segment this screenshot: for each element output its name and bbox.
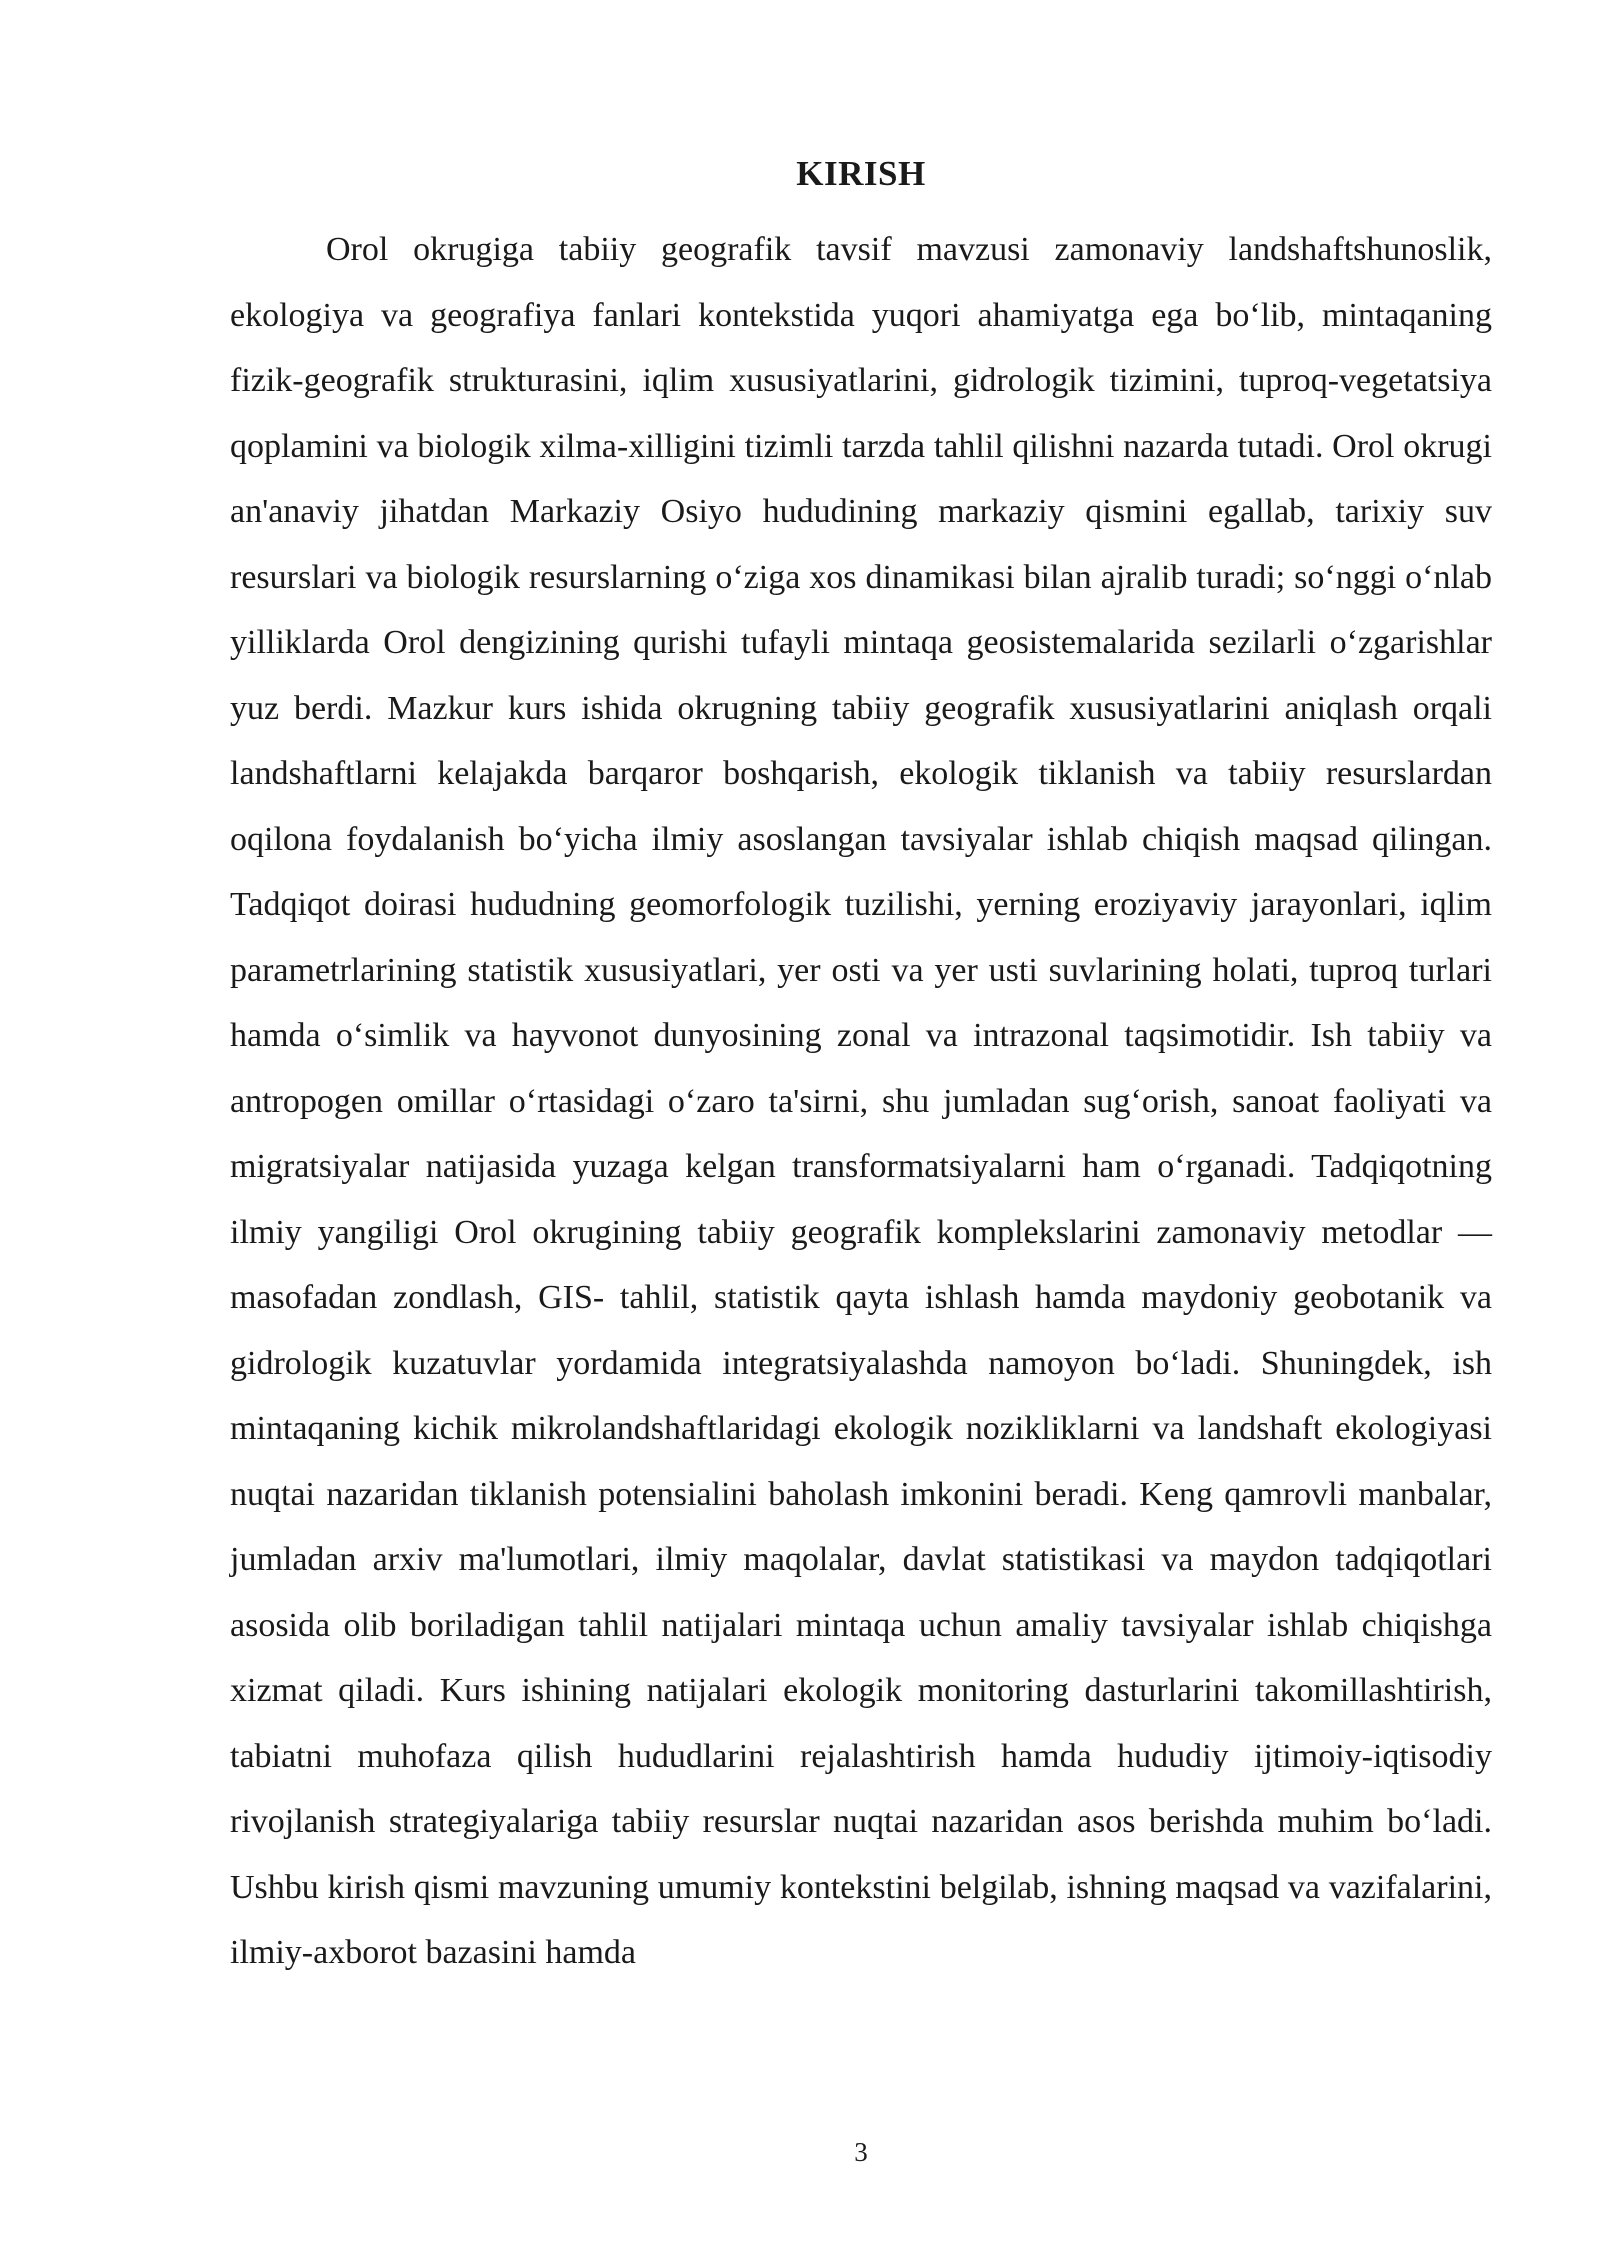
page-number: 3 [854, 2137, 868, 2167]
body-paragraph: Orol okrugiga tabiiy geografik tavsif mavzusi zamonaviy landshaftshunoslik, ekologiya va geografiya fanlari kontekstida yuqori ahamiyatga ega bo‘lib, mintaqaning fizik-geografik strukturasini, iqlim xususiyatlarini, gidrologik tizimini, tuproq-vegetatsiya qoplamini va biologik xilma-xilligini tizimli tarzda tahlil qilishni nazarda tutadi. Orol okrugi an'anaviy jihatdan Markaziy Osiyo hududining markaziy qismini egallab, tarixiy suv resurslari va biologik resurslarning o‘ziga xos dinamikasi bilan ajralib turadi; so‘nggi o‘nlab yilliklarda Orol dengizining qurishi tufayli mintaqa geosistemalarida sezilarli o‘zgarishlar yuz berdi. Mazkur kurs ishida okrugning tabiiy geografik xususiyatlarini aniqlash orqali landshaftlarni kelajakda barqaror boshqarish, ekologik tiklanish va tabiiy resurslardan oqilona foydalanish bo‘yicha ilmiy asoslangan tavsiyalar ishlab chiqish maqsad qilingan. Tadqiqot doirasi hududning geomorfologik tuzilishi, yerning eroziyaviy jarayonlari, iqlim parametrlarining statistik xususiyatlari, yer osti va yer usti suvlarining holati, tuproq turlari hamda o‘simlik va hayvonot dunyosining zonal va intrazonal taqsimotidir. Ish tabiiy va antropogen omillar o‘rtasidagi o‘zaro ta'sirni, shu jumladan sug‘orish, sanoat faoliyati va migratsiyalar natijasida yuzaga kelgan transformatsiyalarni ham o‘rganadi. Tadqiqotning ilmiy yangiligi Orol okrugining tabiiy geografik komplekslarini zamonaviy metodlar — masofadan zondlash, GIS- tahlil, statistik qayta ishlash hamda maydoniy geobotanik va gidrologik kuzatuvlar yordamida integratsiyalashda namoyon bo‘ladi. Shuningdek, ish mintaqaning kichik mikrolandshaftlaridagi ekologik nozikliklarni va landshaft ekologiyasi nuqtai nazaridan tiklanish potensialini baholash imkonini beradi. Keng qamrovli manbalar, jumladan arxiv ma'lumotlari, ilmiy maqolalar, davlat statistikasi va maydon tadqiqotlari asosida olib boriladigan tahlil natijalari mintaqa uchun amaliy tavsiyalar ishlab chiqishga xizmat qiladi. Kurs ishining natijalari ekologik monitoring dasturlarini takomillashtirish, tabiatni muhofaza qilish hududlarini rejalashtirish hamda hududiy ijtimoiy-iqtisodiy rivojlanish strategiyalariga tabiiy resurslar nuqtai nazaridan asos berishda muhim bo‘ladi. Ushbu kirish qismi mavzuning umumiy kontekstini belgilab, ishning maqsad va vazifalarini, ilmiy-axborot bazasini hamda [230, 231, 1492, 1971]
section-heading: KIRISH [796, 154, 926, 193]
